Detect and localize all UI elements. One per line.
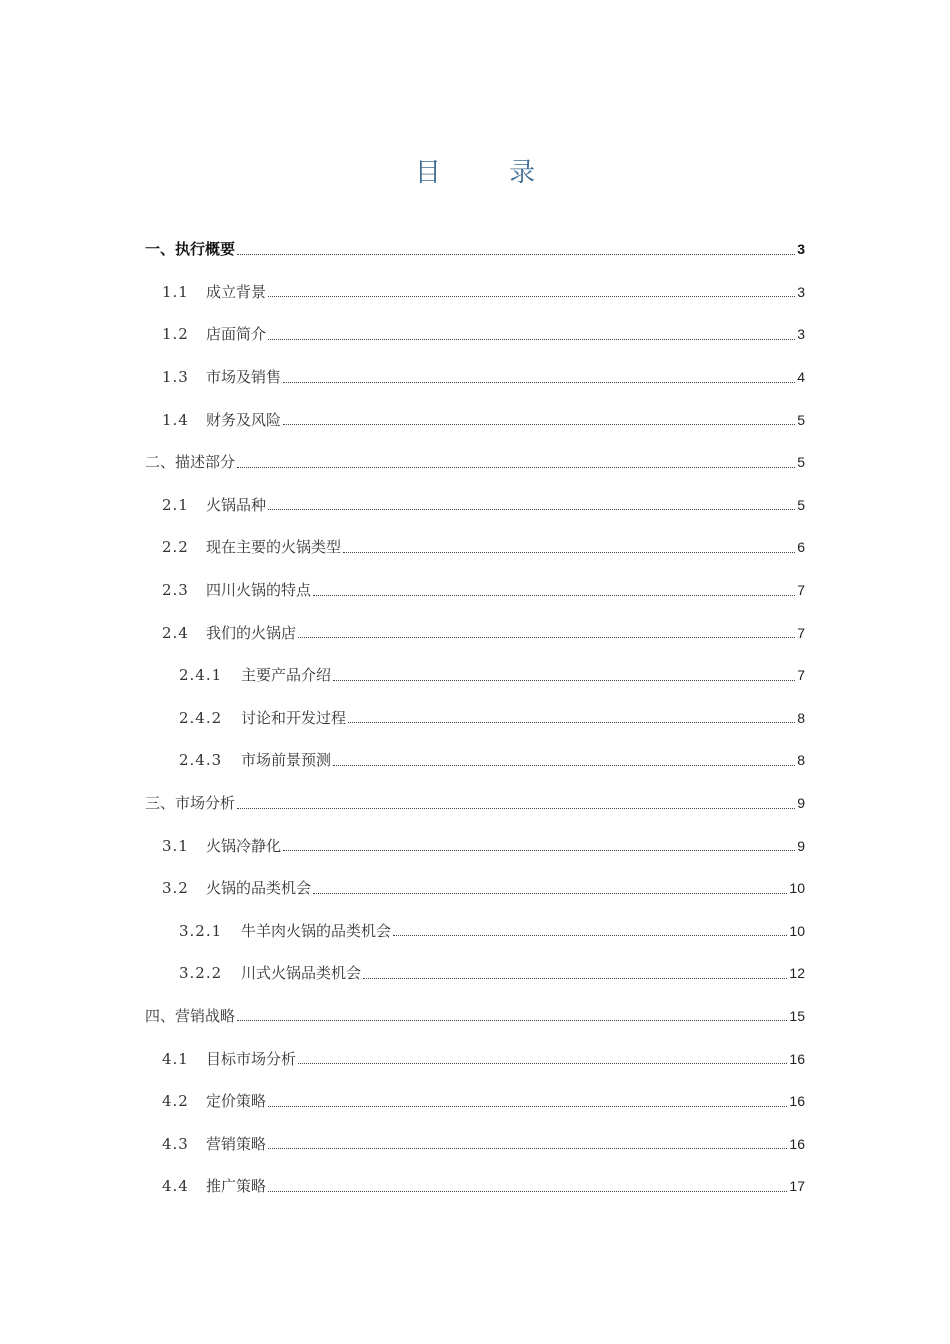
toc-entry-page-number: 6 xyxy=(797,539,805,556)
dot-leader xyxy=(237,467,795,468)
toc-entry[interactable] xyxy=(145,228,805,271)
toc-entry-number: 4.3 xyxy=(162,1134,189,1153)
toc-entry-title: 火锅冷静化 xyxy=(206,836,282,855)
dot-leader xyxy=(298,1063,787,1064)
toc-entry[interactable] xyxy=(145,739,805,782)
toc-entry-page-number: 15 xyxy=(789,1007,805,1024)
toc-entry-page-number: 16 xyxy=(789,1050,805,1067)
toc-entry-page-number: 5 xyxy=(797,411,805,428)
dot-leader xyxy=(333,765,795,766)
toc-entry[interactable] xyxy=(145,697,805,740)
dot-leader xyxy=(283,850,795,851)
toc-entry-page-number: 7 xyxy=(797,582,805,599)
toc-entry-number: 4.1 xyxy=(162,1049,189,1068)
toc-entry-title: 火锅的品类机会 xyxy=(206,879,312,898)
toc-entry-page-number: 8 xyxy=(797,752,805,769)
toc-entry-title: 牛羊肉火锅的品类机会 xyxy=(241,921,392,940)
toc-entry[interactable] xyxy=(145,1037,805,1080)
toc-entry-title: 三、市场分析 xyxy=(145,794,236,813)
toc-entry-number: 2.4.1 xyxy=(179,666,223,685)
toc-entry-title: 四川火锅的特点 xyxy=(206,581,312,600)
toc-entry-number: 1.4 xyxy=(162,410,189,429)
toc-entry-page-number: 3 xyxy=(797,241,805,258)
toc-entry-number: 2.3 xyxy=(162,581,189,600)
toc-entry-title: 主要产品介绍 xyxy=(241,666,332,685)
toc-entry-title: 一、执行概要 xyxy=(145,240,236,259)
toc-entry-number: 4.4 xyxy=(162,1177,189,1196)
toc-entry-title: 四、营销战略 xyxy=(145,1006,236,1025)
toc-entry-page-number: 9 xyxy=(797,837,805,854)
toc-entry[interactable] xyxy=(145,782,805,825)
toc-entry-title: 推广策略 xyxy=(206,1177,267,1196)
toc-entry[interactable] xyxy=(145,271,805,314)
dot-leader xyxy=(393,935,787,936)
toc-entry-title: 成立背景 xyxy=(206,282,267,301)
dot-leader xyxy=(283,424,795,425)
toc-entry-page-number: 12 xyxy=(789,965,805,982)
toc-entry[interactable] xyxy=(145,526,805,569)
dot-leader xyxy=(268,509,795,510)
toc-entry-number: 2.4.2 xyxy=(179,708,223,727)
toc-entry-title: 市场及销售 xyxy=(206,368,282,387)
toc-entry-page-number: 9 xyxy=(797,795,805,812)
toc-entry-title: 火锅品种 xyxy=(206,495,267,514)
dot-leader xyxy=(268,339,795,340)
dot-leader xyxy=(268,1148,787,1149)
toc-entry[interactable] xyxy=(145,910,805,953)
toc-entry-title: 市场前景预测 xyxy=(241,751,332,770)
toc-entry[interactable] xyxy=(145,952,805,995)
dot-leader xyxy=(333,680,795,681)
toc-entry-number: 2.1 xyxy=(162,495,189,514)
toc-entry-title: 二、描述部分 xyxy=(145,453,236,472)
toc-entry-page-number: 3 xyxy=(797,283,805,300)
toc-entry[interactable] xyxy=(145,1122,805,1165)
toc-entry-page-number: 7 xyxy=(797,624,805,641)
dot-leader xyxy=(268,1191,787,1192)
toc-entry-number: 2.4 xyxy=(162,623,189,642)
toc-entry-number: 3.2.1 xyxy=(179,921,223,940)
toc-entry-number: 4.2 xyxy=(162,1092,189,1111)
dot-leader xyxy=(283,382,795,383)
dot-leader xyxy=(313,595,795,596)
toc-entry-page-number: 7 xyxy=(797,667,805,684)
dot-leader xyxy=(313,893,787,894)
dot-leader xyxy=(237,808,795,809)
dot-leader xyxy=(298,637,795,638)
toc-entry-title: 目标市场分析 xyxy=(206,1049,297,1068)
toc-entry[interactable] xyxy=(145,441,805,484)
toc-entry-page-number: 3 xyxy=(797,326,805,343)
toc-entry[interactable] xyxy=(145,995,805,1038)
toc-entry-number: 1.2 xyxy=(162,325,189,344)
toc-entry-page-number: 10 xyxy=(789,922,805,939)
dot-leader xyxy=(363,978,787,979)
toc-entry-page-number: 8 xyxy=(797,709,805,726)
dot-leader xyxy=(268,296,795,297)
toc-entry-number: 3.2 xyxy=(162,879,189,898)
toc-entry-title: 定价策略 xyxy=(206,1092,267,1111)
toc-entry-title: 店面简介 xyxy=(206,325,267,344)
toc-entry[interactable] xyxy=(145,867,805,910)
toc-entry-number: 3.2.2 xyxy=(179,964,223,983)
toc-entry[interactable] xyxy=(145,654,805,697)
dot-leader xyxy=(343,552,795,553)
toc-entry-title: 讨论和开发过程 xyxy=(241,708,347,727)
toc-entry-page-number: 17 xyxy=(789,1178,805,1195)
toc-entry[interactable] xyxy=(145,1080,805,1123)
toc-entry[interactable] xyxy=(145,484,805,527)
dot-leader xyxy=(237,254,795,255)
toc-entry-title: 营销策略 xyxy=(206,1134,267,1153)
page-title: 目 录 xyxy=(414,158,566,188)
toc-entry-number: 2.4.3 xyxy=(179,751,223,770)
toc-entry-number: 1.3 xyxy=(162,368,189,387)
toc-entry-page-number: 4 xyxy=(797,369,805,386)
toc-entry[interactable] xyxy=(145,356,805,399)
toc-entry-number: 1.1 xyxy=(162,282,189,301)
toc-entry[interactable] xyxy=(145,824,805,867)
toc-entry-title: 现在主要的火锅类型 xyxy=(206,538,342,557)
toc-list xyxy=(145,228,805,1208)
toc-entry[interactable] xyxy=(145,611,805,654)
dot-leader xyxy=(348,722,795,723)
dot-leader xyxy=(268,1106,787,1107)
toc-entry-number: 2.2 xyxy=(162,538,189,557)
dot-leader xyxy=(237,1020,787,1021)
toc-entry-page-number: 5 xyxy=(797,454,805,471)
toc-entry-page-number: 16 xyxy=(789,1093,805,1110)
toc-entry[interactable] xyxy=(145,313,805,356)
toc-entry-number: 3.1 xyxy=(162,836,189,855)
toc-entry-page-number: 16 xyxy=(789,1135,805,1152)
toc-entry-title: 我们的火锅店 xyxy=(206,623,297,642)
toc-entry[interactable] xyxy=(145,398,805,441)
toc-entry-title: 财务及风险 xyxy=(206,410,282,429)
toc-entry[interactable] xyxy=(145,1165,805,1208)
toc-entry-page-number: 5 xyxy=(797,496,805,513)
toc-entry-page-number: 10 xyxy=(789,880,805,897)
toc-entry-title: 川式火锅品类机会 xyxy=(241,964,362,983)
toc-entry[interactable] xyxy=(145,569,805,612)
